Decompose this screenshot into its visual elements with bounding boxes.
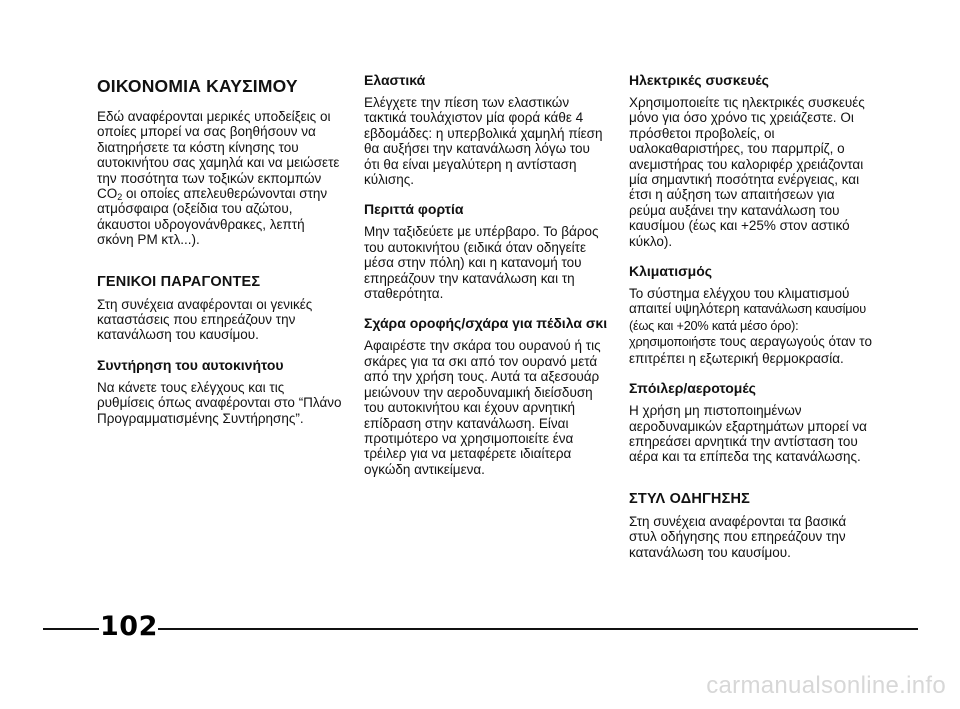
footer-rule-right — [158, 628, 918, 630]
page-title: ΟΙΚΟΝΟΜΙΑ ΚΑΥΣΙΜΟΥ — [97, 76, 298, 96]
footer-rule-left — [43, 628, 99, 630]
driving-style-heading: ΣΤΥΛ ΟΔΗΓΗΣΗΣ — [629, 490, 751, 507]
driving-style-text: Στη συνέχεια αναφέρονται τα βασικά στυλ οδήγησης που επηρεάζουν την κατανάλωση του καυσίμου. — [629, 513, 847, 560]
ac-text-1: Το σύστημα ελέγχου του κλιματισμού απαιτεί υψηλότερη — [629, 286, 850, 317]
electrical-text: Χρησιμοποιείτε τις ηλεκτρικές συσκευές μόνο για όσο χρόνο τις χρειάζεστε. Οι πρόσθετοι προβολείς, οι υαλοκαθαριστήρες, του παρμπρίζ, ο ανεμιστήρας του καλοριφέρ χρειάζονται μία σημαντική ποσότητα ενέργειας, και έτσι η αύξηση των απαιτήσεων για ρεύμα αυξάνει την κατανάλωση του καυσίμου (έως και +25% στον αστικό κύκλο). — [629, 95, 865, 249]
tyres-text: Ελέγχετε την πίεση των ελαστικών τακτικά τουλάχιστον μία φορά κάθε 4 εβδομάδες: η υπερβολικά χαμηλή πίεση θα αυξήσει την κατανάλωση λόγω του ότι θα είναι μεγαλύτερη η αντίσταση κύλισης. — [364, 95, 603, 188]
ac-paragraph — [629, 286, 874, 366]
spoiler-heading: Σπόιλερ/αεροτομές — [629, 380, 756, 397]
intro-text: Εδώ αναφέρονται μερικές υποδείξεις οι οποίες μπορεί να σας βοηθήσουν να διατηρήσετε τα κόστη κίνησης του αυτοκινήτου σας χαμηλά και να μειώσετε την ποσότητα των τοξικών εκπομπών CO — [97, 109, 340, 202]
general-factors-heading: ΓΕΝΙΚΟΙ ΠΑΡΑΓΟΝΤΕΣ — [97, 273, 261, 290]
maintenance-text: Να κάνετε τους ελέγχους και τις ρυθμίσεις όπως αναφέρονται στο “Πλάνο Προγραμματισμένης Συντήρησης”. — [97, 379, 342, 426]
intro-paragraph — [97, 109, 342, 248]
maintenance-heading: Συντήρηση του αυτοκινήτου — [97, 356, 284, 373]
roofrack-text: Αφαιρέστε την σκάρα του ουρανού ή τις σκάρες για τα σκι από τον ουρανό μετά από την χρήση τους. Αυτά τα αξεσουάρ μειώνουν την αεροδυναμική διείσδυση του αυτοκινήτου και έχουν αρνητική επίδραση στην κατανάλωση. Είναι προτιμότερο να χρησιμοποιείτε ένα τρέιλερ για να μεταφέρετε ιδιαίτερα ογκώδη αντικείμενα. — [364, 338, 601, 477]
ac-text-2: κατανάλωση καυσίμου (έως και +20% κατά μέσο όρο): χρησιμοποιήστε — [629, 302, 866, 350]
roofrack-heading: Σχάρα οροφής/σχάρα για πέδιλα σκι — [364, 315, 608, 332]
electrical-heading: Ηλεκτρικές συσκευές — [629, 72, 769, 88]
column-right — [629, 72, 874, 574]
spoiler-text: Η χρήση μη πιστοποιημένων αεροδυναμικών εξαρτημάτων μπορεί να επηρεάσει αρνητικά την αντίσταση του αέρα και τα επίπεδα της κατανάλωσης. — [629, 403, 867, 465]
page-number: 102 — [100, 611, 158, 642]
co2-subscript: 2 — [117, 192, 123, 203]
general-factors-text: Στη συνέχεια αναφέρονται οι γενικές καταστάσεις που επηρεάζουν την κατανάλωση του καυσίμου. — [97, 296, 313, 343]
loads-heading: Περιττά φορτία — [364, 201, 464, 218]
column-left — [97, 72, 342, 440]
tyres-heading: Ελαστικά — [364, 72, 426, 88]
watermark: carmanualsonline.info — [706, 672, 946, 699]
ac-heading: Κλιματισμός — [629, 263, 713, 280]
column-middle — [364, 72, 609, 491]
loads-text: Μην ταξιδεύετε με υπέρβαρο. Το βάρος του αυτοκινήτου (ειδικά όταν οδηγείτε μέσα στην πόλη) και η κατανομή του επηρεάζουν την κατανάλωση και τη σταθερότητα. — [364, 224, 599, 302]
intro-text-cont: οι οποίες απελευθερώνονται στην ατμόσφαιρα (οξείδια του αζώτου, άκαυστοι υδρογονάνθρακες, λεπτή σκόνη PM κτλ...). — [97, 186, 328, 248]
ac-text-3: τους αεραγωγούς όταν το επιτρέπει η εξωτερική θερμοκρασία. — [629, 334, 872, 366]
